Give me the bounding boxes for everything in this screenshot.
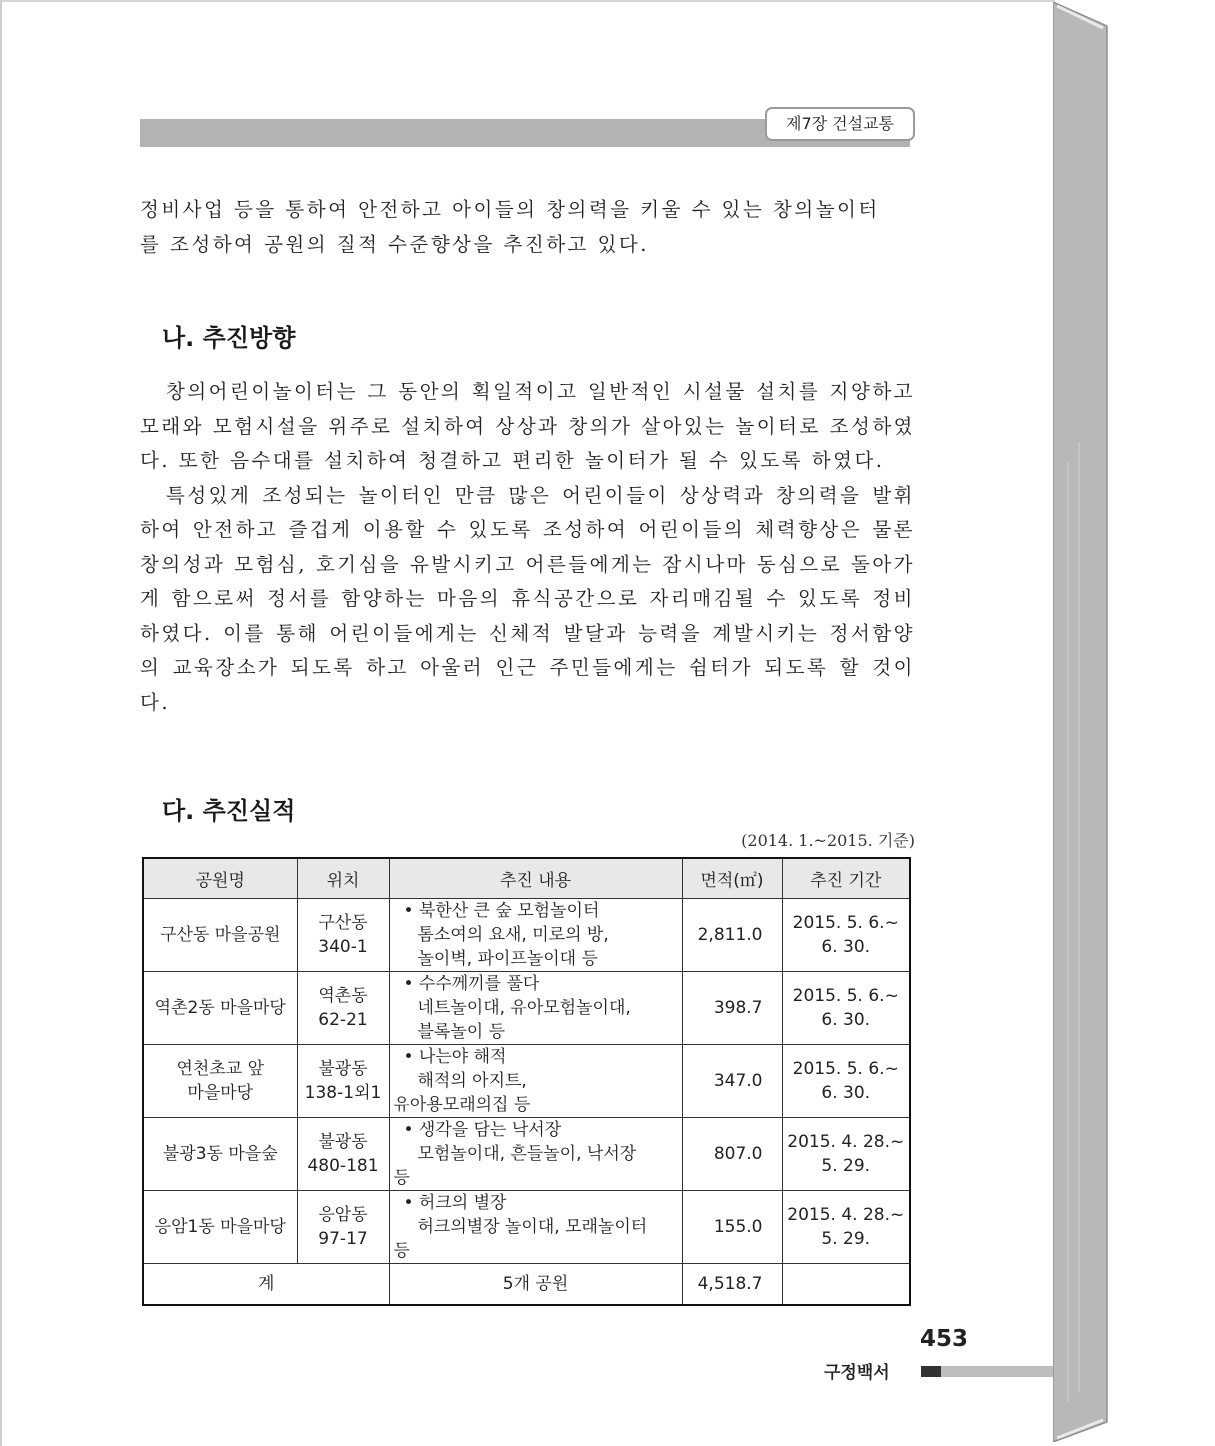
location-lot: 480-181 [307,1156,379,1176]
total-content: 5개 공원 [389,1264,682,1306]
park-name-cell [143,899,297,972]
content-detail: 유아용모래의집 등 [393,1095,531,1115]
table-row [143,1191,910,1264]
content-title: • 생각을 담는 낙서장 [403,1120,562,1140]
direction-paragraph-2: 특성있게 조성되는 놀이터인 만큼 많은 어린이들이 상상력과 창의력을 발휘하여 안전하고 즐겁게 이용할 수 있도록 조성하여 어린이들의 체력향상은 물론 창의성과 모험심, 호기심을 유발시키고 어른들에게는 잠시나마 동심으로 돌아가게 함으로써 정서를 함양하는 마음의 휴식공간으로 자리매김될 수 있도록 정비하였다. 이를 통해 어린이들에게는 신체적 발달과 능력을 계발시키는 정서함양의 교육장소가 되도록 하고 아울러 인근 주민들에게는 쉼터가 되도록 할 것이다. [140,483,915,714]
content-detail: 놀이벽, 파이프놀이대 등 [417,949,598,969]
content-title: • 수수께끼를 풀다 [403,974,540,994]
footer-bar-light [941,1366,1054,1377]
chapter-tab: 제7장 건설교통 [765,107,915,141]
page-number: 453 [920,1326,969,1352]
location-dong: 불광동 [318,1132,368,1152]
table-row [143,972,910,1045]
total-area: 4,518.7 [682,1264,782,1306]
park-name-cell [143,1045,297,1118]
book-page-edge [1053,2,1111,1442]
location-lot: 97-17 [318,1229,368,1249]
location-cell [297,899,389,972]
total-label: 계 [143,1264,389,1306]
content-detail: 허크의별장 놀이대, 모래놀이터 [417,1217,648,1237]
period-cell [782,1191,910,1264]
location-dong: 역촌동 [318,986,368,1006]
period-start: 2015. 5. 6.~ [792,986,899,1006]
location-cell [297,1118,389,1191]
period-start: 2015. 4. 28.~ [787,1205,905,1225]
park-name: 불광3동 마을숲 [162,1144,278,1164]
park-name-cell [143,1191,297,1264]
table-row [143,1118,910,1191]
period-cell [782,1118,910,1191]
header-period: 추진 기간 [782,858,910,899]
content-detail: 해적의 아지트, [417,1071,527,1091]
content-title: • 허크의 별장 [403,1193,507,1213]
area-cell: 155.0 [682,1191,782,1264]
period-cell [782,1045,910,1118]
header-park-name: 공원명 [143,858,297,899]
content-detail: 등 [393,1168,410,1188]
period-end: 6. 30. [821,1083,871,1103]
table-header-row [143,858,910,899]
header-area: 면적(㎡) [682,858,782,899]
content-title: • 나는야 해적 [403,1047,507,1067]
location-cell [297,1045,389,1118]
location-lot: 62-21 [318,1010,368,1030]
park-name-cell [143,1118,297,1191]
header-content: 추진 내용 [389,858,682,899]
area-cell: 398.7 [682,972,782,1045]
content-title: • 북한산 큰 숲 모험놀이터 [403,901,600,921]
location-cell [297,972,389,1045]
period-start: 2015. 5. 6.~ [792,913,899,933]
table-total-row [143,1264,910,1306]
intro-line-2: 를 조성하여 공원의 질적 수준향상을 추진하고 있다. [140,232,649,256]
content-cell [389,1118,682,1191]
park-name-cell [143,972,297,1045]
content-cell [389,1045,682,1118]
content-detail: 모험놀이대, 흔들놀이, 낙서장 [417,1144,637,1164]
content-detail: 등 [393,1241,410,1261]
period-end: 5. 29. [821,1156,871,1176]
location-lot: 138-1외1 [304,1083,382,1103]
footer-bar-dark [921,1366,941,1377]
content-detail: 네트놀이대, 유아모험놀이대, [417,998,631,1018]
table-row [143,1045,910,1118]
intro-paragraph [140,193,915,262]
footer-book-title: 구정백서 [824,1363,890,1383]
location-dong: 응암동 [318,1205,368,1225]
area-cell: 347.0 [682,1045,782,1118]
location-cell [297,1191,389,1264]
direction-body [140,375,915,720]
total-period [782,1264,910,1306]
location-dong: 불광동 [318,1059,368,1079]
period-note: (2014. 1.~2015. 기준) [741,831,915,850]
direction-paragraph-1: 창의어린이놀이터는 그 동안의 획일적이고 일반적인 시설물 설치를 지양하고 모래와 모험시설을 위주로 설치하여 상상과 창의가 살아있는 놀이터로 조성하였다. 또한 음수대를 설치하여 청결하고 편리한 놀이터가 될 수 있도록 하였다. [140,380,915,472]
location-dong: 구산동 [318,913,368,933]
results-table [142,857,911,1306]
content-cell [389,899,682,972]
content-cell [389,1191,682,1264]
intro-line-1: 정비사업 등을 통하여 안전하고 아이들의 창의력을 키울 수 있는 창의놀이터 [140,198,880,221]
area-cell: 2,811.0 [682,899,782,972]
area-cell: 807.0 [682,1118,782,1191]
content-cell [389,972,682,1045]
period-end: 6. 30. [821,937,871,957]
park-name: 연천초교 앞 [176,1059,264,1079]
period-end: 6. 30. [821,1010,871,1030]
park-name: 응암1동 마을마당 [154,1217,286,1237]
period-end: 5. 29. [821,1229,871,1249]
period-start: 2015. 5. 6.~ [792,1059,899,1079]
table-row [143,899,910,972]
park-name: 역촌2동 마을마당 [154,998,286,1018]
park-name: 구산동 마을공원 [160,925,281,945]
content-detail: 블록놀이 등 [417,1022,506,1042]
section-heading-direction: 나. 추진방향 [162,324,296,352]
content-detail: 톰소여의 요새, 미로의 방, [417,925,609,945]
period-cell [782,899,910,972]
period-start: 2015. 4. 28.~ [787,1132,905,1152]
park-name-line-2: 마을마당 [187,1083,254,1103]
period-cell [782,972,910,1045]
section-heading-results: 다. 추진실적 [162,797,296,825]
header-location: 위치 [297,858,389,899]
location-lot: 340-1 [318,937,368,957]
